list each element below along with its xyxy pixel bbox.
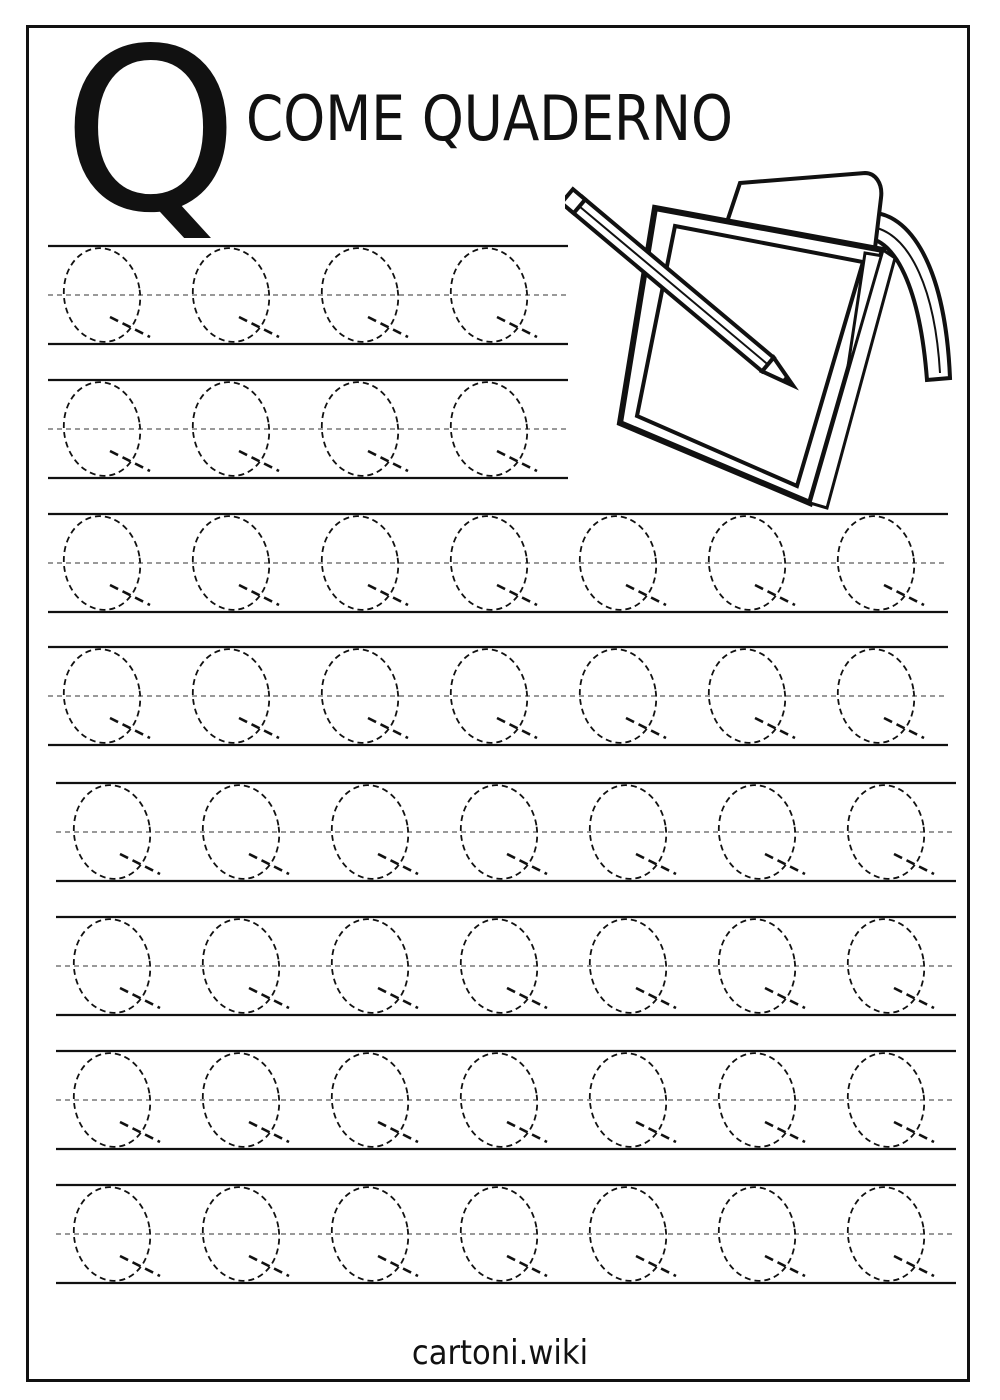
practice-row: [56, 780, 956, 884]
practice-row: [56, 1048, 956, 1152]
worksheet-title: COME QUADERNO: [246, 82, 733, 155]
practice-row: [48, 377, 568, 481]
footer-credit: cartoni.wiki: [411, 1333, 589, 1373]
practice-row: [56, 1182, 956, 1286]
practice-row: [56, 914, 956, 1018]
practice-row: [48, 243, 568, 347]
practice-row: [48, 511, 948, 615]
practice-row: [48, 644, 948, 748]
big-letter: Q: [62, 1, 240, 263]
